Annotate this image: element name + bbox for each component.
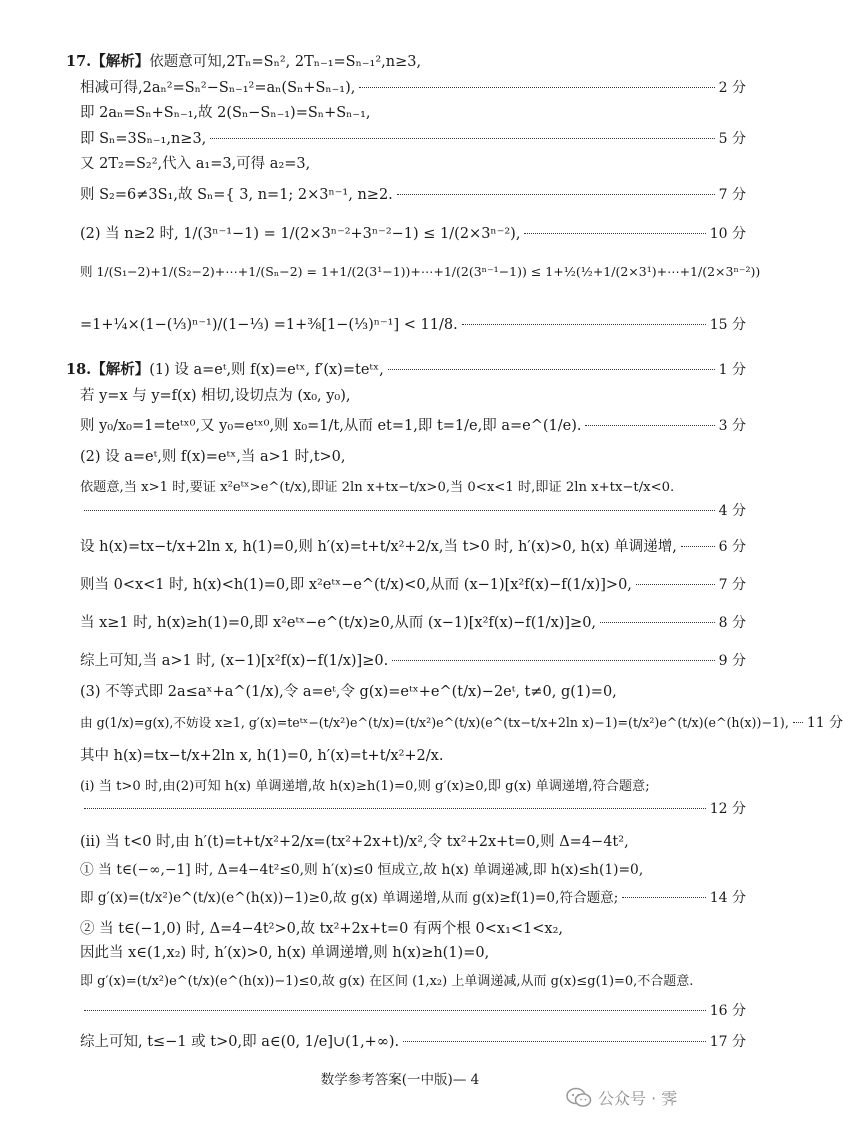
score-label: 1 分 [718, 362, 746, 378]
p17-text-6: 则 S₂=6≠3S₁,故 Sₙ={ 3, n=1; 2×3ⁿ⁻¹, n≥2. [80, 187, 393, 203]
wechat-icon [566, 1087, 592, 1109]
p17-text-9: =1+¼×(1−(⅓)ⁿ⁻¹)/(1−⅓) =1+⅜[1−(⅓)ⁿ⁻¹] < 11/8. [80, 317, 458, 333]
p18-line-3 [80, 414, 746, 435]
p18-text-14: (i) 当 t>0 时,由(2)可知 h(x) 单调递增,故 h(x)≥h(1)=0,则 g′(x)≥0,即 g(x) 单调递增,符合题意; [80, 779, 650, 794]
p18-text-7: 设 h(x)=tx−t/x+2ln x, h(1)=0,则 h′(x)=t+t/x²+2/x,当 t>0 时, h′(x)>0, h(x) 单调递增, [80, 539, 677, 555]
dot-leader [84, 808, 706, 809]
p18-text-9: 当 x≥1 时, h(x)≥h(1)=0,即 x²eᵗˣ−e^(t/x)≥0,从而 (x−1)[x²f(x)−f(1/x)]≥0, [80, 615, 597, 631]
p18-number: 18. [66, 361, 92, 378]
dot-leader [462, 324, 706, 325]
p17-line-7 [80, 222, 746, 243]
p17-text-7: (2) 当 n≥2 时, 1/(3ⁿ⁻¹−1) = 1/(2×3ⁿ⁻²+3ⁿ⁻²−1) ≤ 1/(2×3ⁿ⁻²), [80, 226, 521, 242]
dot-leader [84, 510, 715, 511]
p18-line-1 [66, 358, 746, 379]
p17-line-1 [66, 50, 746, 71]
p17-text-5: 又 2T₂=S₂²,代入 a₁=3,可得 a₂=3, [80, 156, 311, 172]
score-label: 3 分 [718, 418, 746, 434]
p18-line-23 [80, 1030, 746, 1051]
score-label: 8 分 [718, 615, 746, 631]
p18-line-7 [80, 535, 746, 556]
p18-text-8: 则当 0<x<1 时, h(x)<h(1)=0,即 x²eᵗˣ−e^(t/x)<0,从而 (x−1)[x²f(x)−f(1/x)]>0, [80, 577, 632, 593]
p18-tag: 【解析】 [91, 361, 150, 378]
p17-tag: 【解析】 [91, 53, 150, 70]
dot-leader [793, 722, 803, 723]
dot-leader [392, 660, 714, 661]
score-label: 17 分 [709, 1034, 746, 1050]
p17-line-4 [80, 127, 746, 148]
score-label: 16 分 [709, 1003, 746, 1019]
dot-leader [636, 584, 715, 585]
p18-text-10: 综上可知,当 a>1 时, (x−1)[x²f(x)−f(1/x)]≥0. [80, 653, 389, 669]
score-label: 11 分 [806, 715, 843, 731]
dot-leader [403, 1041, 706, 1042]
score-label: 4 分 [718, 503, 746, 519]
p18-text-13: 其中 h(x)=tx−t/x+2ln x, h(1)=0, h′(x)=t+t/x²+2/x. [80, 748, 444, 764]
p18-line-8 [80, 573, 746, 594]
dot-leader [622, 897, 705, 898]
p18-line-17 [80, 858, 746, 878]
p17-line-9 [80, 314, 746, 334]
p18-line-14 [80, 775, 746, 794]
p18-line-2 [80, 384, 746, 405]
p18-text-16: (ii) 当 t<0 时,由 h′(t)=t+t/x²+2/x=(tx²+2x+t)/x²,令 tx²+2x+t=0,则 Δ=4−4t², [80, 834, 629, 850]
p18-line-9 [80, 611, 746, 632]
p18-text-21: 即 g′(x)=(t/x²)e^(t/x)(e^(h(x))−1)≤0,故 g(x) 在区间 (1,x₂) 上单调递减,从而 g(x)≤g(1)=0,不合题意. [80, 974, 694, 989]
p18-text-1: (1) 设 a=eᵗ,则 f(x)=eᵗˣ, f′(x)=teᵗˣ, [149, 362, 384, 378]
score-label: 10 分 [709, 226, 746, 242]
p18-line-12 [80, 712, 843, 732]
p18-line-16 [80, 830, 746, 851]
watermark [566, 1086, 677, 1109]
score-label: 2 分 [718, 80, 746, 96]
p17-line-5 [80, 152, 746, 173]
dot-leader [359, 87, 714, 88]
p18-text-23: 综上可知, t≤−1 或 t>0,即 a∈(0, 1/e]∪(1,+∞). [80, 1034, 400, 1050]
watermark-text: 公众号 · 霁 [598, 1089, 678, 1108]
score-label: 15 分 [709, 317, 746, 333]
p17-line-6 [80, 183, 746, 204]
p18-text-20: 因此当 x∈(1,x₂) 时, h′(x)>0, h(x) 单调递增,则 h(x)≥h(1)=0, [80, 945, 490, 961]
p17-text-2: 相减可得,2aₙ²=Sₙ²−Sₙ₋₁²=aₙ(Sₙ+Sₙ₋₁), [80, 80, 356, 96]
p18-line-20 [80, 941, 746, 962]
dot-leader [210, 138, 714, 139]
score-label: 14 分 [709, 890, 746, 906]
p18-line-15 [80, 798, 746, 818]
p18-line-11 [80, 680, 746, 701]
p18-text-12: 由 g(1/x)=g(x),不妨设 x≥1, g′(x)=teᵗˣ−(t/x²)e^(t/x)=(t/x²)e^(t/x)(e^(tx−t/x+2ln x)−1)=(t/x²)e^(t/x)(e^(h(x))−1), [80, 715, 789, 730]
page-footer: 数学参考答案(一中版)— 4 [320, 1072, 480, 1088]
dot-leader [84, 1010, 706, 1011]
dot-leader [585, 425, 714, 426]
score-label: 7 分 [718, 577, 746, 593]
p18-line-10 [80, 649, 746, 670]
dot-leader [524, 233, 705, 234]
p18-text-17: ① 当 t∈(−∞,−1] 时, Δ=4−4t²≤0,则 h′(x)≤0 恒成立,故 h(x) 单调递减,即 h(x)≤h(1)=0, [80, 862, 644, 878]
p18-line-5 [80, 476, 746, 495]
p18-text-11: (3) 不等式即 2a≤aˣ+a^(1/x),令 a=eᵗ,令 g(x)=eᵗˣ+e^(t/x)−2eᵗ, t≠0, g(1)=0, [80, 684, 617, 700]
p18-line-19 [80, 917, 746, 938]
score-label: 12 分 [709, 801, 746, 817]
p17-text-8: 则 1/(S₁−2)+1/(S₂−2)+⋯+1/(Sₙ−2) = 1+1/(2(3¹−1))+⋯+1/(2(3ⁿ⁻¹−1)) ≤ 1+½(½+1/(2×3¹)+⋯+1/(2×3ⁿ⁻²)) [80, 264, 761, 279]
p17-number: 17. [66, 53, 92, 70]
p17-line-2 [80, 76, 746, 97]
p18-text-4: (2) 设 a=eᵗ,则 f(x)=eᵗˣ,当 a>1 时,t>0, [80, 449, 346, 465]
dot-leader [600, 622, 715, 623]
p18-line-21 [80, 970, 746, 989]
score-label: 7 分 [718, 187, 746, 203]
p18-text-18: 即 g′(x)=(t/x²)e^(t/x)(e^(h(x))−1)≥0,故 g(x) 单调递增,从而 g(x)≥f(1)=0,符合题意; [80, 890, 619, 906]
p18-line-13 [80, 744, 746, 765]
dot-leader [388, 369, 715, 370]
p18-text-3: 则 y₀/x₀=1=teᵗˣ⁰,又 y₀=eᵗˣ⁰,则 x₀=1/t,从而 et=1,即 t=1/e,即 a=e^(1/e). [80, 418, 582, 434]
score-label: 9 分 [718, 653, 746, 669]
dot-leader [681, 546, 715, 547]
dot-leader [397, 194, 715, 195]
p17-text-4: 即 Sₙ=3Sₙ₋₁,n≥3, [80, 131, 207, 147]
p18-line-6 [80, 500, 746, 520]
p17-text-3: 即 2aₙ=Sₙ+Sₙ₋₁,故 2(Sₙ−Sₙ₋₁)=Sₙ+Sₙ₋₁, [80, 105, 371, 121]
p18-text-5: 依题意,当 x>1 时,要证 x²eᵗˣ>e^(t/x),即证 2ln x+tx−t/x>0,当 0<x<1 时,即证 2ln x+tx−t/x<0. [80, 480, 675, 495]
score-label: 5 分 [718, 131, 746, 147]
p18-text-19: ② 当 t∈(−1,0) 时, Δ=4−4t²>0,故 tx²+2x+t=0 有两个根 0<x₁<1<x₂, [80, 921, 564, 937]
p18-line-18 [80, 886, 746, 907]
p17-text-1: 依题意可知,2Tₙ=Sₙ², 2Tₙ₋₁=Sₙ₋₁²,n≥3, [149, 54, 422, 70]
p18-text-2: 若 y=x 与 y=f(x) 相切,设切点为 (x₀, y₀), [80, 388, 351, 404]
p17-line-3 [80, 101, 746, 122]
p18-line-22 [80, 1000, 746, 1020]
score-label: 6 分 [718, 539, 746, 555]
p18-line-4 [80, 445, 746, 466]
p17-line-8 [80, 262, 761, 280]
